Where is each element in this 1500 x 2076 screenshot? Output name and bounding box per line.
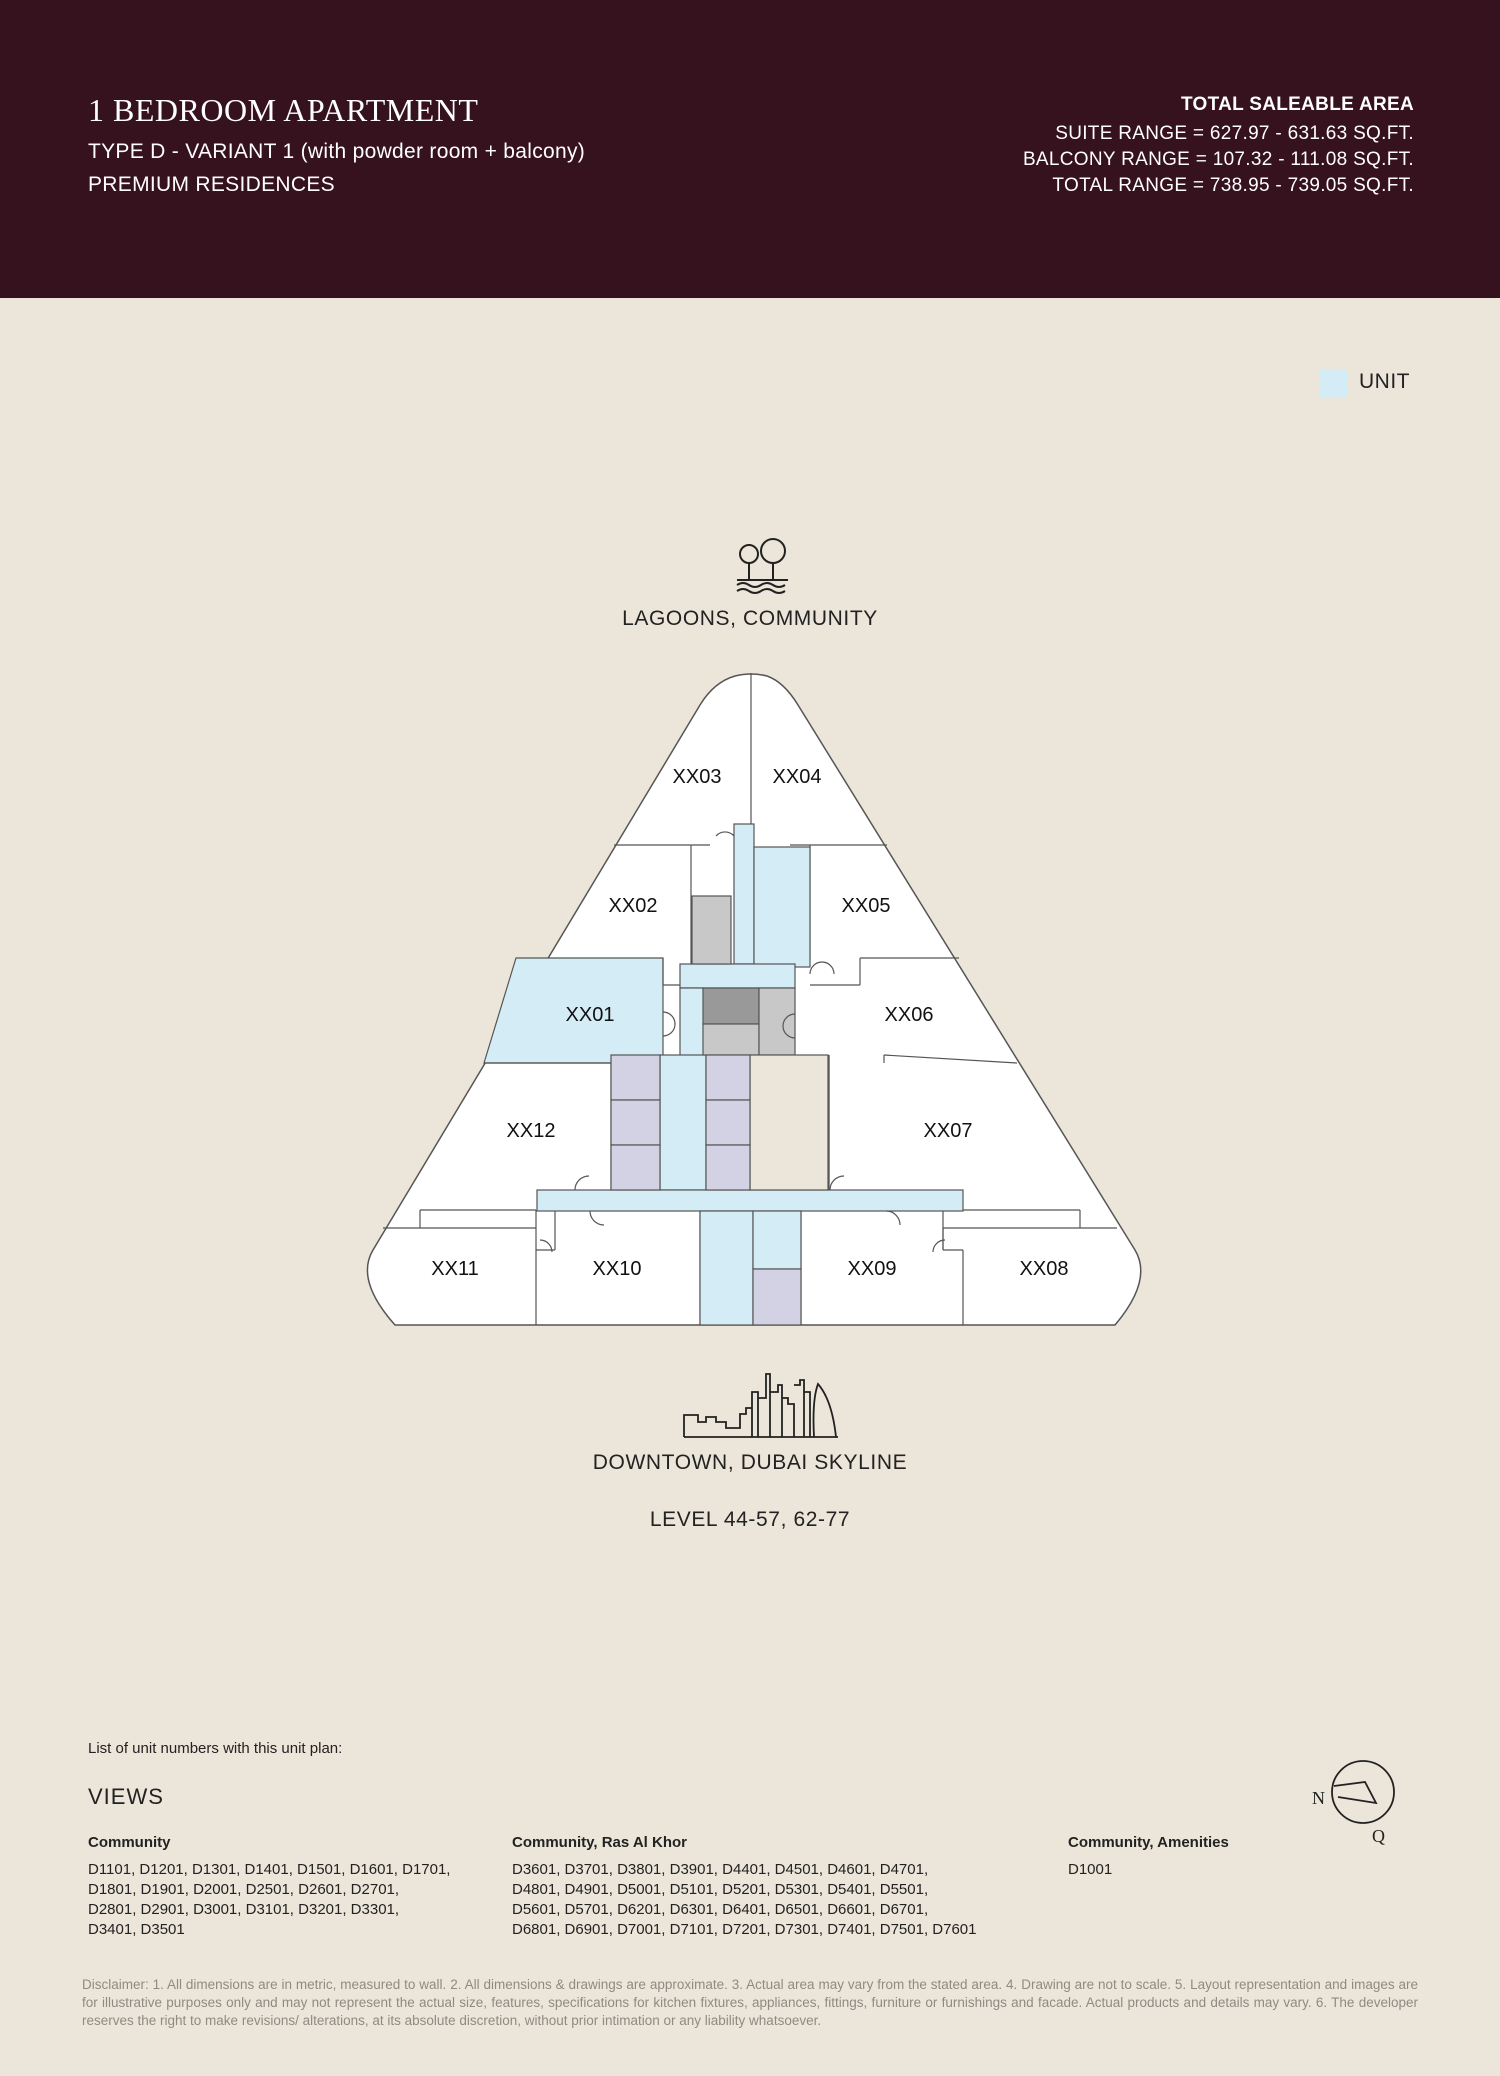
unit-label-xx11: XX11 [431, 1258, 479, 1280]
unit-label-xx03: XX03 [672, 766, 722, 788]
community-units-line: D1801, D1901, D2001, D2501, D2601, D2701, [88, 1881, 400, 1898]
balcony-range: BALCONY RANGE = 107.32 - 111.08 SQ.FT. [1022, 149, 1414, 170]
community-units-line: D3401, D3501 [88, 1921, 185, 1938]
legend-unit-label: UNIT [1359, 370, 1410, 393]
disclaimer: Disclaimer: 1. All dimensions are in metric, measured to wall. 2. All dimensions & drawings are approximate. 3. Actual area may vary from the stated area. 4. Drawing are not to scale. 5. Layout representation and images are for illustrative purposes only and may not represent the actual size, features, specifications for kitchen fixtures, appliances, fittings, furniture or furnishings and facade. Actual products and details may vary. 6. The developer reserves the right to make revisions/ alterations, at its absolute discretion, without prior intimation or any liability whatsoever. [82, 1977, 1418, 2028]
unit-label-xx10: XX10 [592, 1258, 642, 1280]
ras-al-khor-units-line: D3601, D3701, D3801, D3901, D4401, D4501, D4601, D4701, [512, 1861, 929, 1878]
unit-label-xx01[interactable]: XX01 [565, 1004, 615, 1026]
tier-label: PREMIUM RESIDENCES [88, 173, 335, 196]
compass-q-label: Q [1372, 1826, 1385, 1846]
page-title: 1 BEDROOM APARTMENT [88, 92, 479, 128]
unit-label-xx08: XX08 [1019, 1258, 1069, 1280]
community-units [88, 1860, 450, 1940]
community-heading: Community [88, 1834, 171, 1851]
unit-label-xx09: XX09 [847, 1258, 897, 1280]
area-heading: TOTAL SALEABLE AREA [1180, 94, 1414, 115]
unit-label-xx02: XX02 [608, 895, 658, 917]
ras-al-khor-units-line: D4801, D4901, D5001, D5101, D5201, D5301, D5401, D5501, [512, 1881, 929, 1898]
amenities-heading: Community, Amenities [1068, 1834, 1229, 1851]
bottom-view-label: DOWNTOWN, DUBAI SKYLINE [592, 1451, 908, 1474]
views-heading: VIEWS [88, 1784, 164, 1809]
community-units-line: D1101, D1201, D1301, D1401, D1501, D1601, D1701, [88, 1861, 451, 1878]
community-units-line: D2801, D2901, D3001, D3101, D3201, D3301, [88, 1901, 400, 1918]
unit-label-xx06: XX06 [884, 1004, 934, 1026]
compass-icon [1312, 1761, 1394, 1846]
ras-al-khor-heading: Community, Ras Al Khor [512, 1834, 688, 1851]
unit-label-xx12: XX12 [506, 1120, 556, 1142]
amenities-units [1068, 1860, 1112, 1880]
amenities-units-line: D1001 [1068, 1861, 1113, 1878]
total-range: TOTAL RANGE = 738.95 - 739.05 SQ.FT. [1052, 175, 1414, 196]
unit-type-subtitle: TYPE D - VARIANT 1 (with powder room + balcony) [88, 140, 586, 163]
unit-label-xx04: XX04 [772, 766, 822, 788]
unit-label-xx05: XX05 [841, 895, 891, 917]
ras-al-khor-units-line: D5601, D5701, D6201, D6301, D6401, D6501, D6601, D6701, [512, 1901, 929, 1918]
ras-al-khor-units [512, 1860, 977, 1940]
suite-range: SUITE RANGE = 627.97 - 631.63 SQ.FT. [1055, 123, 1414, 144]
unit-list-intro: List of unit numbers with this unit plan: [88, 1740, 343, 1757]
skyline-icon [684, 1374, 838, 1437]
ras-al-khor-units-line: D6801, D6901, D7001, D7101, D7201, D7301, D7401, D7501, D7601 [512, 1921, 977, 1938]
compass-n-label: N [1312, 1788, 1325, 1808]
level-label: LEVEL 44-57, 62-77 [649, 1508, 851, 1531]
lagoon-trees-icon [737, 539, 788, 593]
top-view-label: LAGOONS, COMMUNITY [622, 607, 878, 630]
unit-label-xx07: XX07 [923, 1120, 973, 1142]
